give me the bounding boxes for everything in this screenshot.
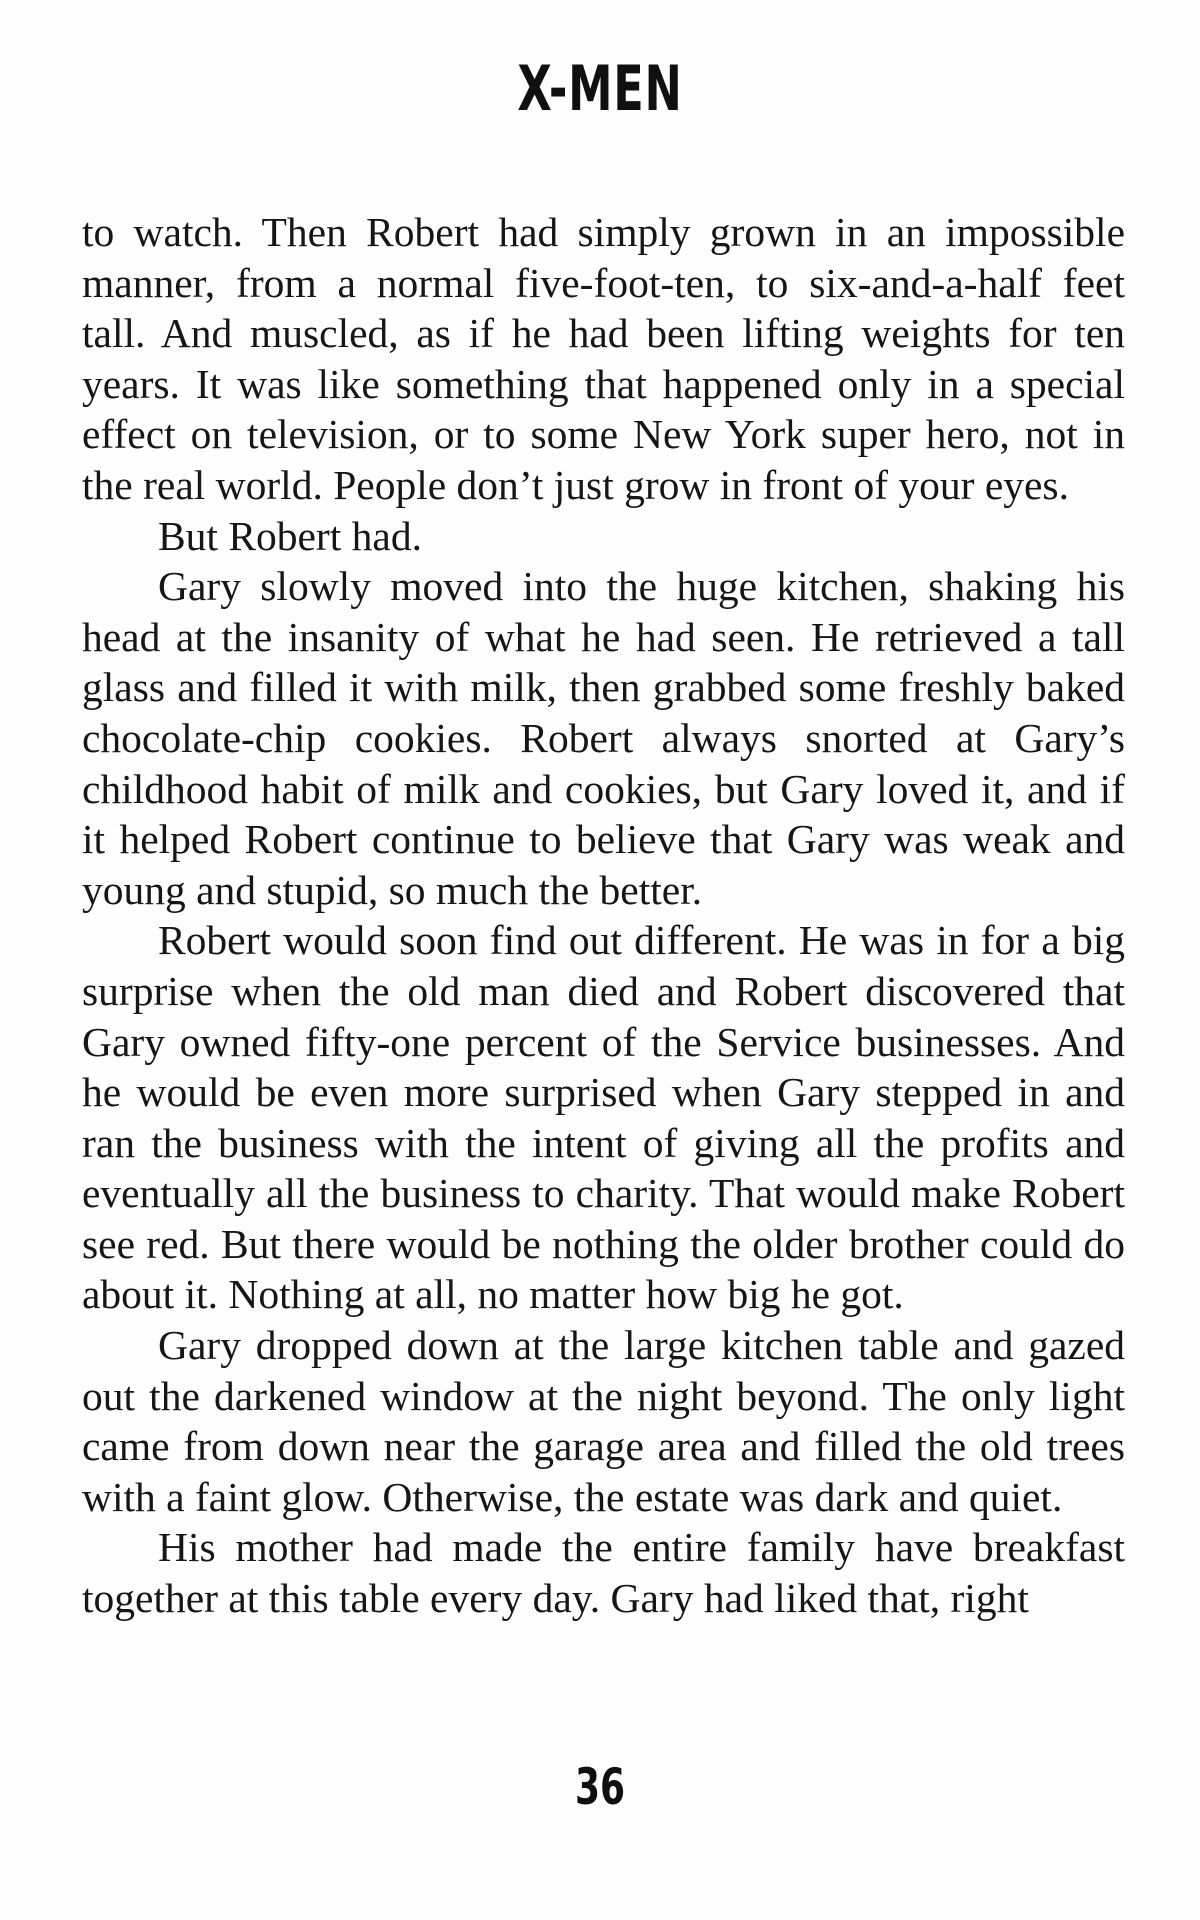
paragraph-6: His mother had made the entire family have breakfast together at this table every day. Gary had liked that, right — [82, 1524, 1125, 1622]
paragraph-3: Gary slowly moved into the huge kitchen, shaking his head at the insanity of what he had seen. He retrieved a tall glass and filled it with milk, then grabbed some freshly baked chocolate-chip cookies. Robert always snorted at Gary’s childhood habit of milk and cookies, but Gary loved it, and if it helped Robert continue to believe that Gary was weak and young and stupid, so much the better. — [82, 563, 1125, 913]
paragraph-2: But Robert had. — [158, 512, 422, 559]
page-body-text — [82, 207, 1125, 1624]
paragraph-1: to watch. Then Robert had simply grown in an impossible manner, from a normal five-foot-ten, to six-and-a-half feet tall. And muscled, as if he had been lifting weights for ten years. It was like something that happened only in a special effect on television, or to some New York super hero, not in the real world. People don’t just grow in front of your eyes. — [82, 209, 1125, 508]
running-head-title: X-MEN — [517, 52, 683, 125]
paragraph-4: Robert would soon find out different. He was in for a big surprise when the old man died and Robert discovered that Gary owned fifty-one percent of the Service businesses. And he would be even more surprised when Gary stepped in and ran the business with the intent of giving all the profits and eventually all the business to charity. That would make Robert see red. But there would be nothing the older brother could do about it. Nothing at all, no matter how big he got. — [82, 917, 1125, 1318]
page-number: 36 — [574, 1758, 626, 1816]
paragraph-5: Gary dropped down at the large kitchen table and gazed out the darkened window at the night beyond. The only light came from down near the garage area and filled the old trees with a faint glow. Otherwise, the estate was dark and quiet. — [82, 1322, 1125, 1520]
